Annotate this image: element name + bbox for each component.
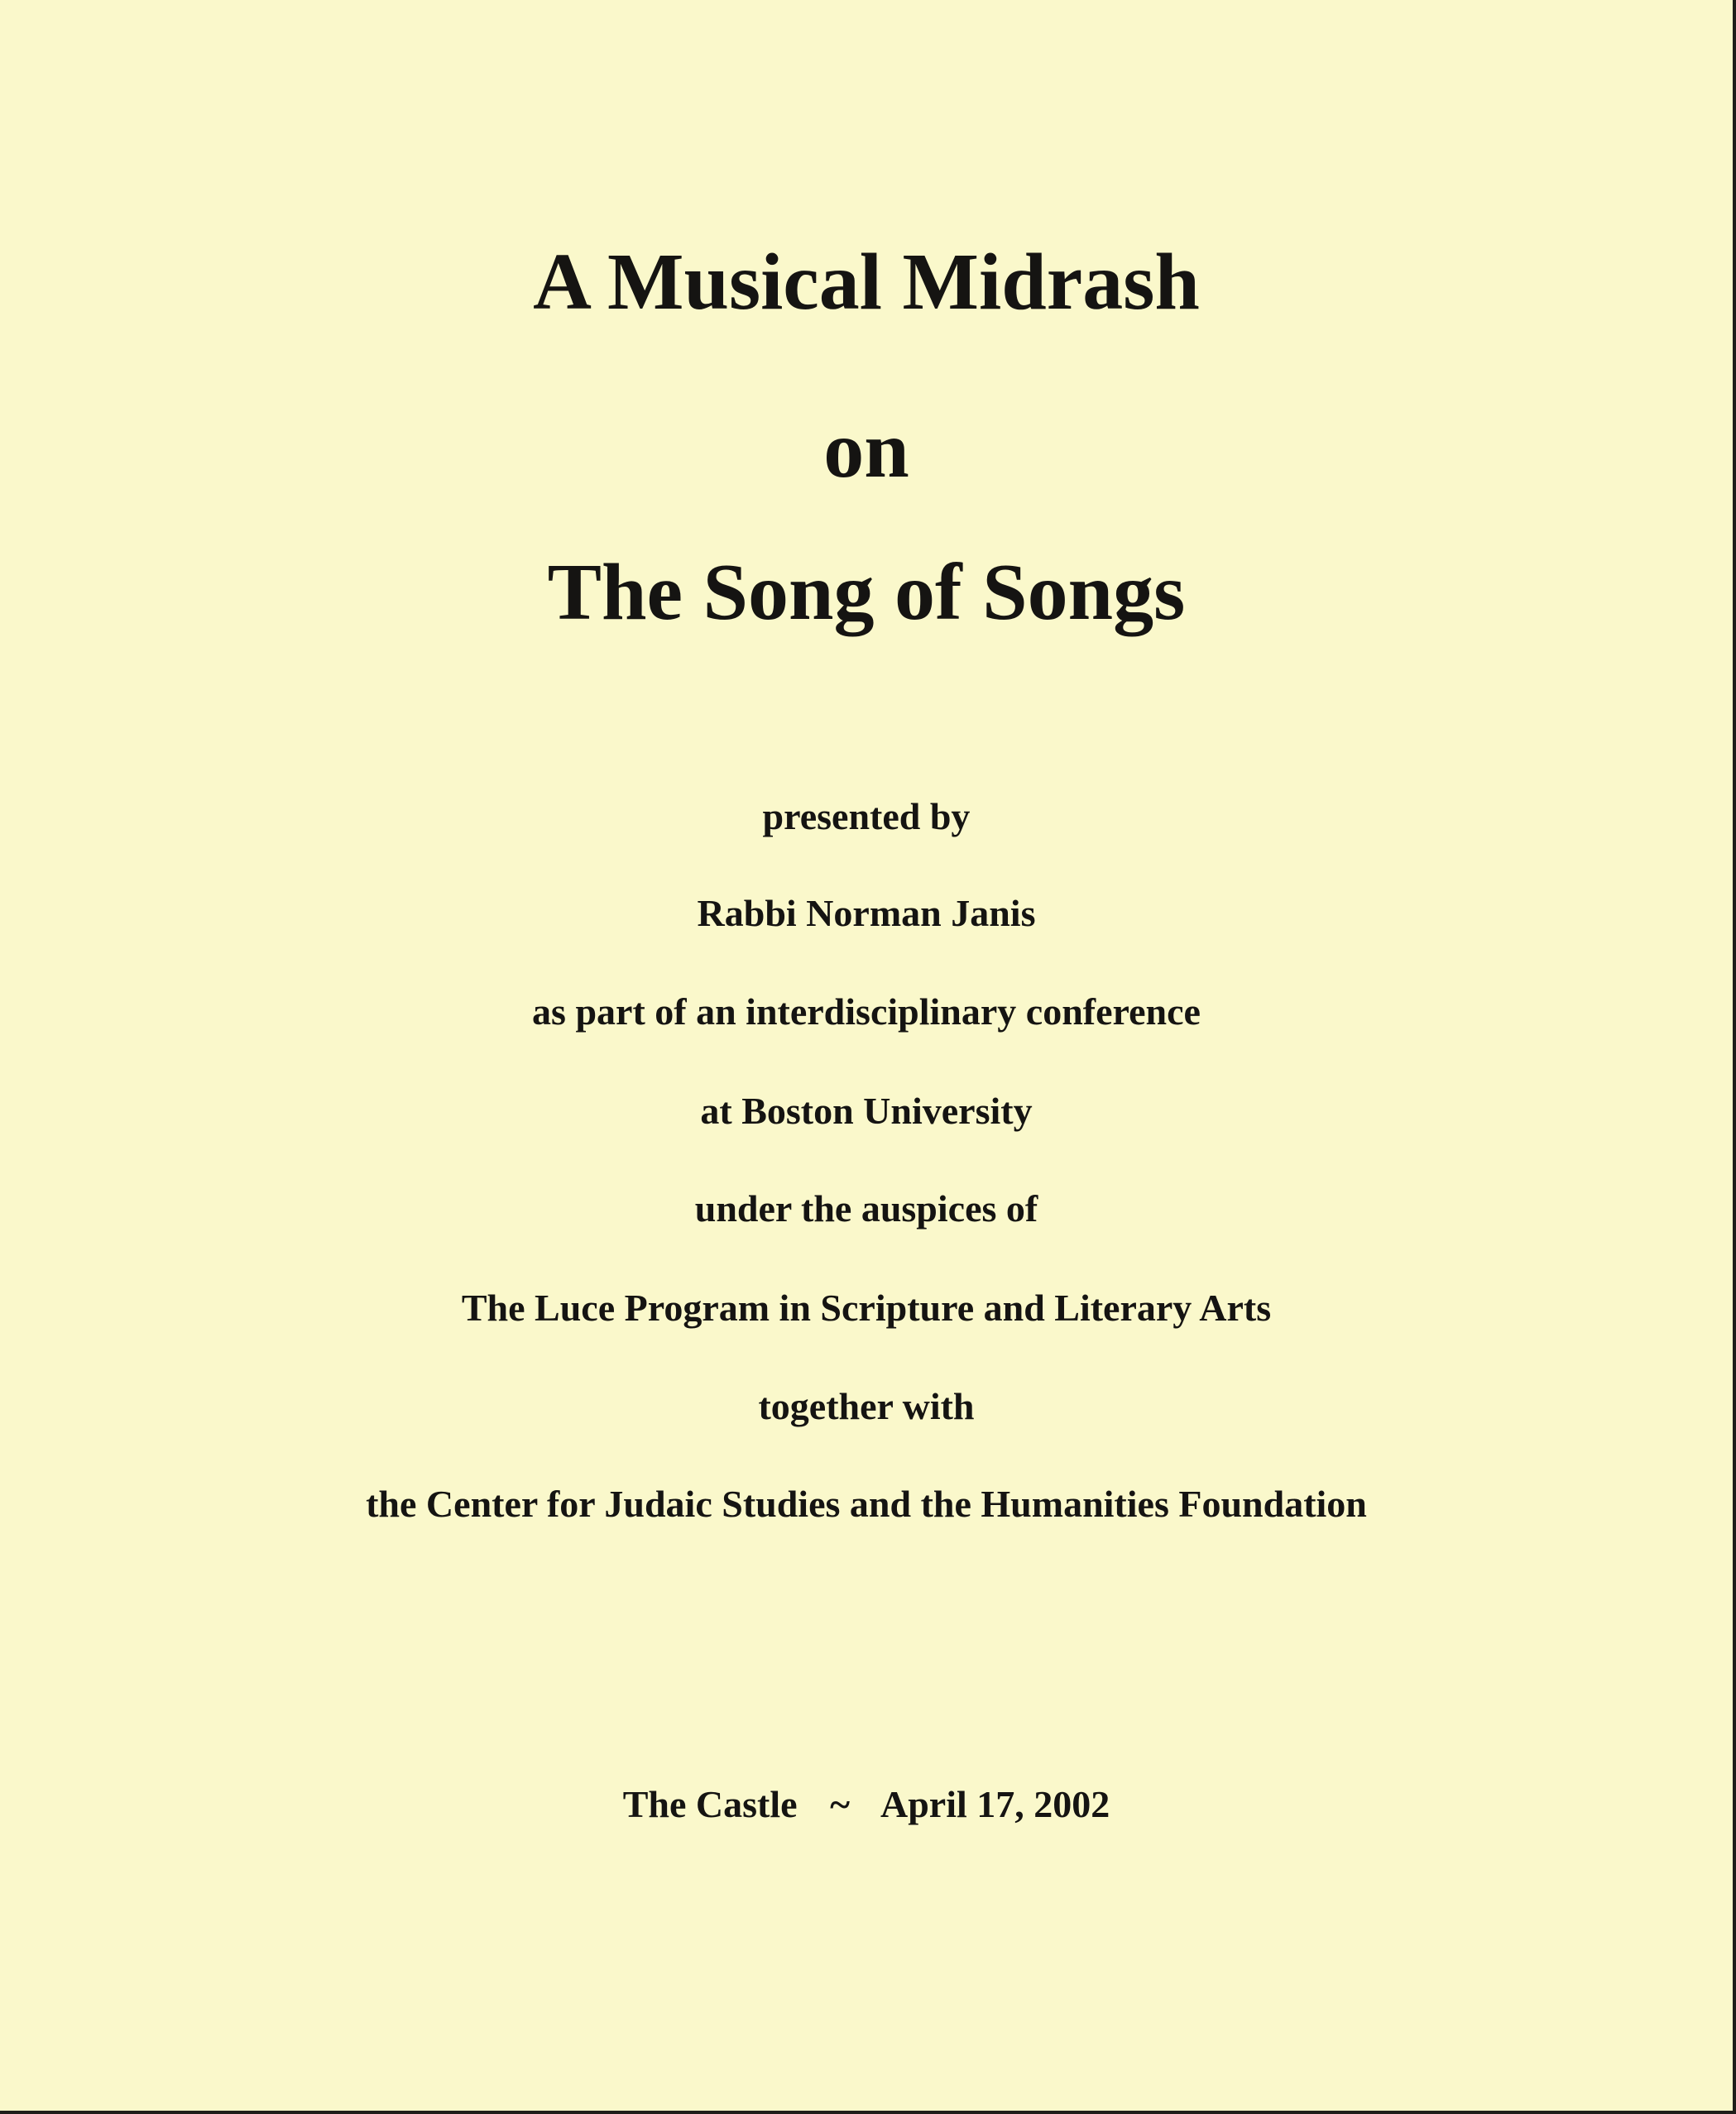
right-page-edge: [1733, 0, 1736, 2114]
auspices-line: under the auspices of: [694, 1187, 1038, 1230]
university-line: at Boston University: [700, 1090, 1033, 1132]
presented-by-line: presented by: [762, 795, 971, 837]
sponsors-line: the Center for Judaic Studies and the Humanities Foundation: [366, 1483, 1367, 1525]
conference-line: as part of an interdisciplinary conference: [532, 990, 1201, 1033]
title-line-3: The Song of Songs: [547, 548, 1186, 637]
venue-text: The Castle: [622, 1783, 798, 1825]
together-with-line: together with: [758, 1385, 975, 1427]
title-line-2: on: [823, 405, 909, 495]
title-line-1: A Musical Midrash: [533, 237, 1200, 327]
bottom-page-edge: [0, 2111, 1736, 2114]
event-date: April 17, 2002: [880, 1783, 1110, 1825]
venue-date-separator: ~: [830, 1783, 850, 1825]
program-line: The Luce Program in Scripture and Literary Arts: [461, 1287, 1272, 1329]
presenter-name-line: Rabbi Norman Janis: [697, 892, 1036, 934]
venue-date-line: [0, 1783, 1733, 1825]
